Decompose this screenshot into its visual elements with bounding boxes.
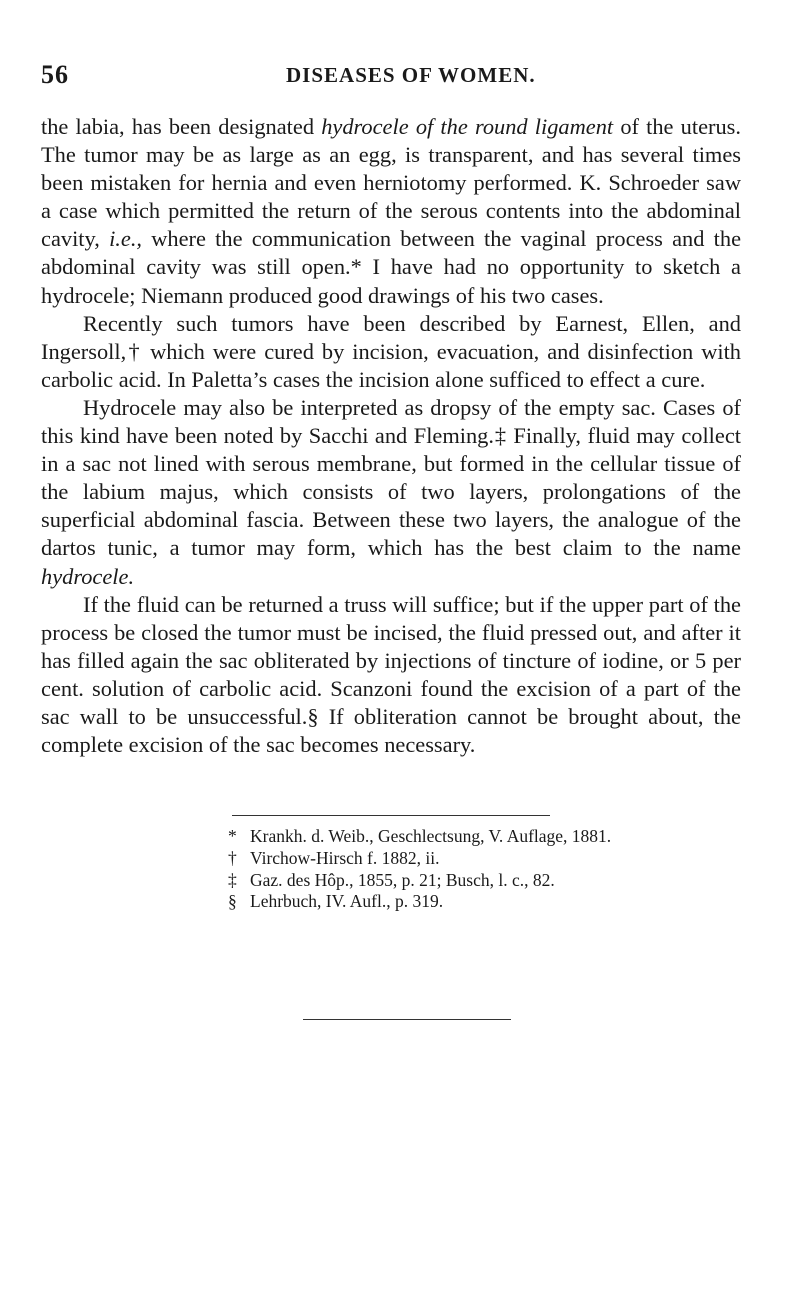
end-divider (303, 1019, 511, 1020)
footnote-mark: § (228, 891, 237, 912)
footnote-text: Krankh. d. Weib., Geschlectsung, V. Auflage, 1881. (250, 826, 612, 846)
running-head (41, 60, 741, 94)
footnote-text: Virchow-Hirsch f. 1882, ii. (250, 847, 440, 868)
text-run: of the uterus. The tumor may be as large as an egg, is transparent, and has several times been mistaken for hernia and even herniotomy performed. K. Schroeder saw a case which permitted the return of the serous contents into the abdominal cavity, (41, 114, 741, 252)
text-run: Hydrocele may also be interpreted as dropsy of the empty sac. Cases of this kind have been noted by Sacchi and Fleming.‡ Finally, fluid may collect in a sac not lined with serous membrane, but formed in the cellular tissue of the labium majus, which consists of two layers, prolongations of the superficial abdominal fascia. Between these two layers, the analogue of the dartos tunic, a tumor may form, which has the best claim to the name (41, 394, 741, 561)
footnote-text: Lehrbuch, IV. Aufl., p. 319. (250, 891, 444, 912)
paragraph (41, 591, 741, 760)
italic-term: i.e., (109, 226, 143, 252)
footnote-mark: ‡ (228, 869, 237, 890)
footnotes (228, 826, 748, 913)
paragraph (41, 310, 741, 394)
footnote (228, 826, 748, 848)
footnote-mark: † (228, 847, 237, 868)
paragraph (41, 113, 741, 310)
footnote (228, 848, 748, 870)
italic-term: hydrocele of the round ligament (321, 114, 614, 139)
text-run: where the communication between the vaginal process and the abdominal cavity was still open.* I have had no opportunity to sketch a hydrocele; Niemann produced good drawings of his two cases. (41, 226, 742, 308)
footnote-divider (232, 815, 550, 816)
footnote (228, 870, 748, 892)
footnote (228, 891, 748, 913)
text-run: the labia, has been designated (41, 114, 322, 139)
page-number: 56 (41, 60, 69, 89)
text-run: If the fluid can be returned a truss will suffice; but if the upper part of the process be closed the tumor must be incised, the fluid pressed out, and after it has filled again the sac obliterated by injections of tincture of iodine, or 5 per cent. solution of carbolic acid. Scanzoni found the excision of a part of the sac wall to be unsuccessful.§ If obliteration cannot be brought about, the complete excision of the sac becomes necessary. (41, 591, 741, 758)
paragraph (41, 394, 741, 591)
italic-term: hydrocele. (41, 563, 135, 589)
body-text (41, 113, 741, 759)
footnote-mark: * (228, 826, 237, 846)
text-run: Recently such tumors have been described by Earnest, Ellen, and Ingersoll,† which were cured by incision, evacuation, and disinfection with carbolic acid. In Paletta’s cases the incision alone sufficed to effect a cure. (41, 310, 741, 392)
footnote-text: Gaz. des Hôp., 1855, p. 21; Busch, l. c., 82. (250, 869, 555, 890)
running-title: DISEASES OF WOMEN. (286, 63, 536, 87)
